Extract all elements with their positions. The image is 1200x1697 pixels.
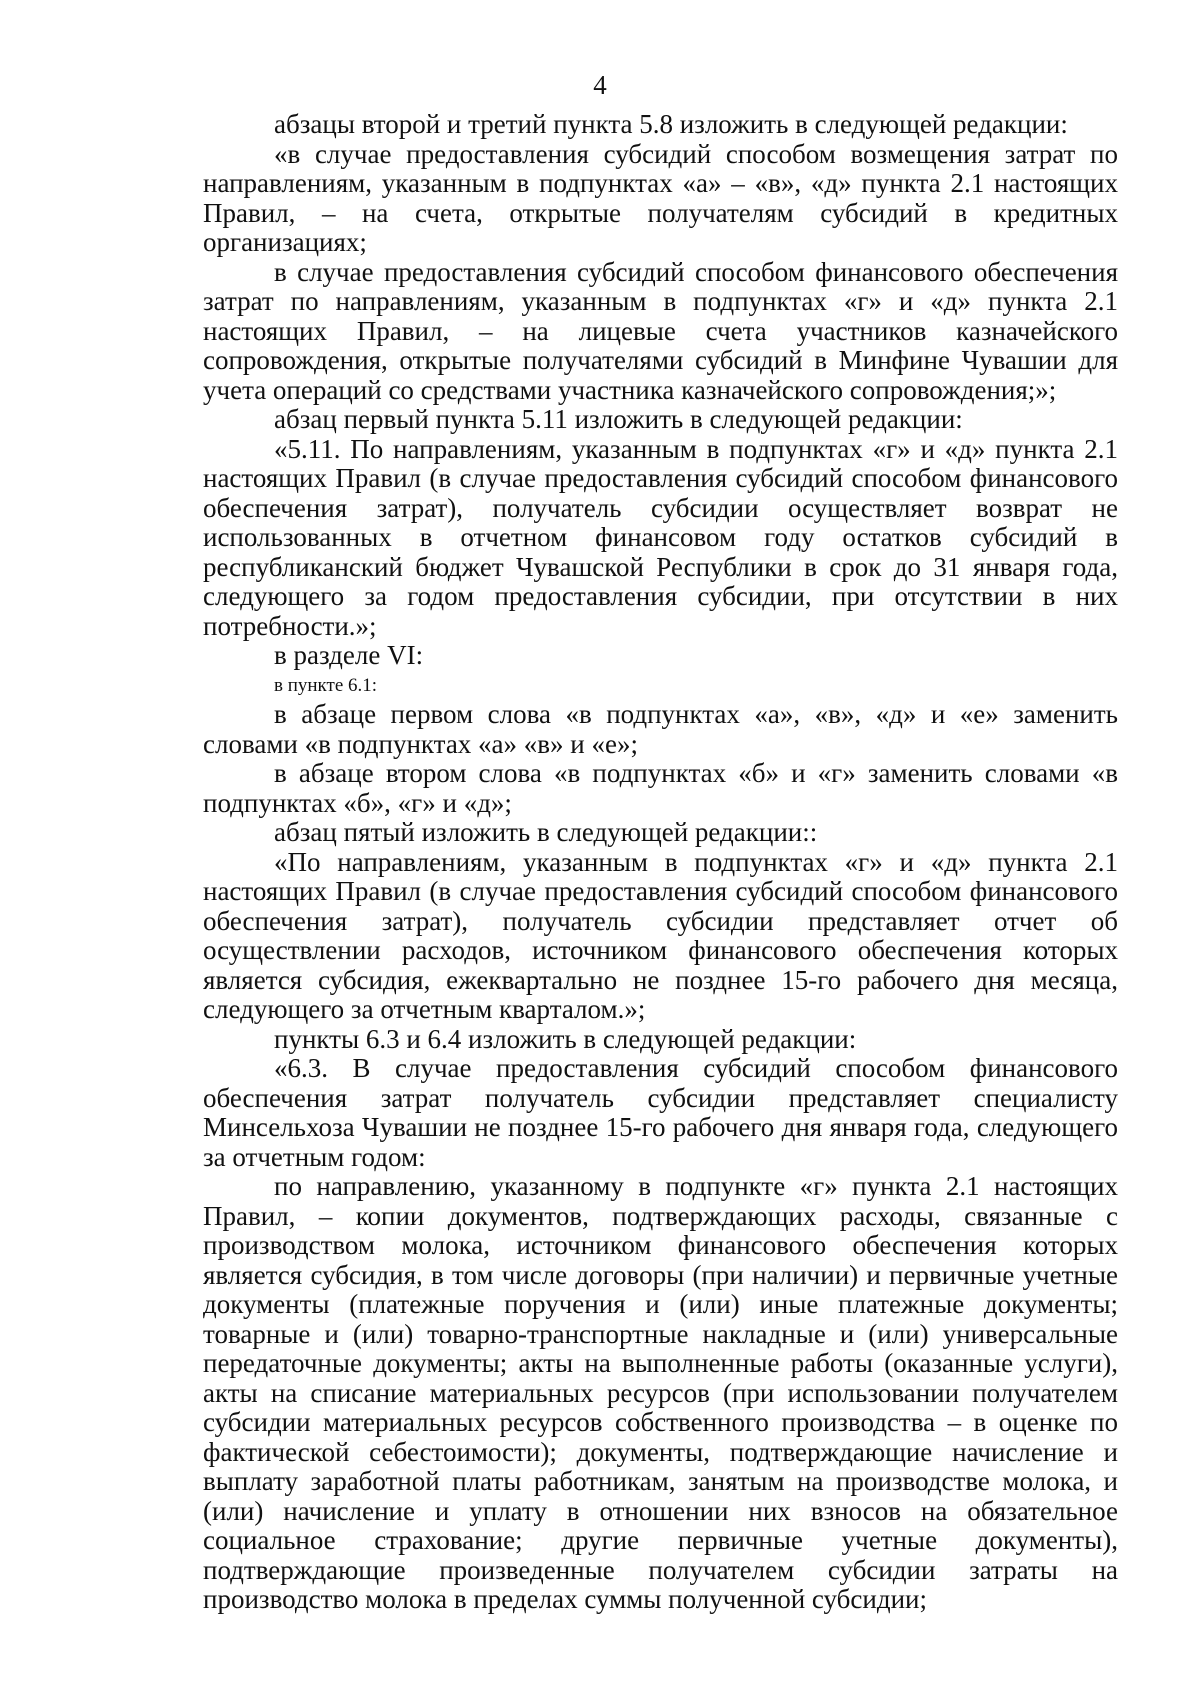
paragraph: абзац пятый изложить в следующей редакции:: [274, 817, 818, 847]
paragraph: в абзаце втором слова «в подпунктах «б» и «г» заменить словами «в подпунктах «б», «г» и «д»; [203, 758, 1118, 818]
paragraph: по направлению, указанному в подпункте «г» пункта 2.1 настоящих Правил, – копии документов, подтверждающих расходы, связанные с производством молока, источником финансового обеспечения которых является субсидия, в том числе договоры (при наличии) и первичные учетные документы (платежные поручения и (или) иные платежные документы; товарные и (или) товарно-транспортные накладные и (или) универсальные передаточные документы; акты на выполненные работы (оказанные услуги), акты на списание материальных ресурсов (при использовании получателем субсидии материальных ресурсов собственного производства – в оценке по фактической себестоимости); документы, подтверждающие начисление и выплату заработной платы работникам, занятым на производстве молока, и (или) начисление и уплату в отношении них взносов на обязательное социальное страхование; другие первичные учетные документы), подтверждающие произведенные получателем субсидии затраты на производство молока в пределах суммы полученной субсидии; [203, 1171, 1118, 1614]
paragraph: «в случае предоставления субсидий способом возмещения затрат по направлениям, указанным в подпунктах «а» – «в», «д» пункта 2.1 настоящих Правил, – на счета, открытые получателям субсидий в кредитных организациях; [203, 138, 1118, 257]
paragraph: «По направлениям, указанным в подпунктах «г» и «д» пункта 2.1 настоящих Правил (в случае предоставления субсидий способом финансового обеспечения затрат), получатель субсидии представляет отчет об осуществлении расходов, источником финансового обеспечения которых является субсидия, ежеквартально не позднее 15-го рабочего дня месяца, следующего за отчетным кварталом.»; [203, 846, 1118, 1024]
paragraph: абзацы второй и третий пункта 5.8 изложить в следующей редакции: [274, 109, 1068, 139]
paragraph: в пункте 6.1: [274, 674, 378, 696]
document-body [203, 110, 1118, 1615]
paragraph: в разделе VI: [274, 640, 424, 670]
paragraph: «6.3. В случае предоставления субсидий способом финансового обеспечения затрат получатель субсидии представляет специалисту Минсельхоза Чувашии не позднее 15-го рабочего дня января года, следующего за отчетным годом: [203, 1053, 1118, 1172]
paragraph: в случае предоставления субсидий способом финансового обеспечения затрат по направлениям, указанным в подпунктах «г» и «д» пункта 2.1 настоящих Правил, – на лицевые счета участников казначейского сопровождения, открытые получателями субсидий в Минфине Чувашии для учета операций со средствами участника казначейского сопровождения;»; [203, 256, 1118, 405]
paragraph: абзац первый пункта 5.11 изложить в следующей редакции: [274, 404, 963, 434]
paragraph: в абзаце первом слова «в подпунктах «а», «в», «д» и «е» заменить словами «в подпунктах «а» «в» и «е»; [203, 699, 1118, 759]
paragraph: пункты 6.3 и 6.4 изложить в следующей редакции: [274, 1023, 857, 1054]
page-number: 4 [593, 70, 607, 100]
paragraph: «5.11. По направлениям, указанным в подпунктах «г» и «д» пункта 2.1 настоящих Правил (в случае предоставления субсидий способом финансового обеспечения затрат), получатель субсидии осуществляет возврат не использованных в отчетном финансовом году остатков субсидий в республиканский бюджет Чувашской Республики в срок до 31 января года, следующего за годом предоставления субсидии, при отсутствии в них потребности.»; [203, 433, 1118, 641]
